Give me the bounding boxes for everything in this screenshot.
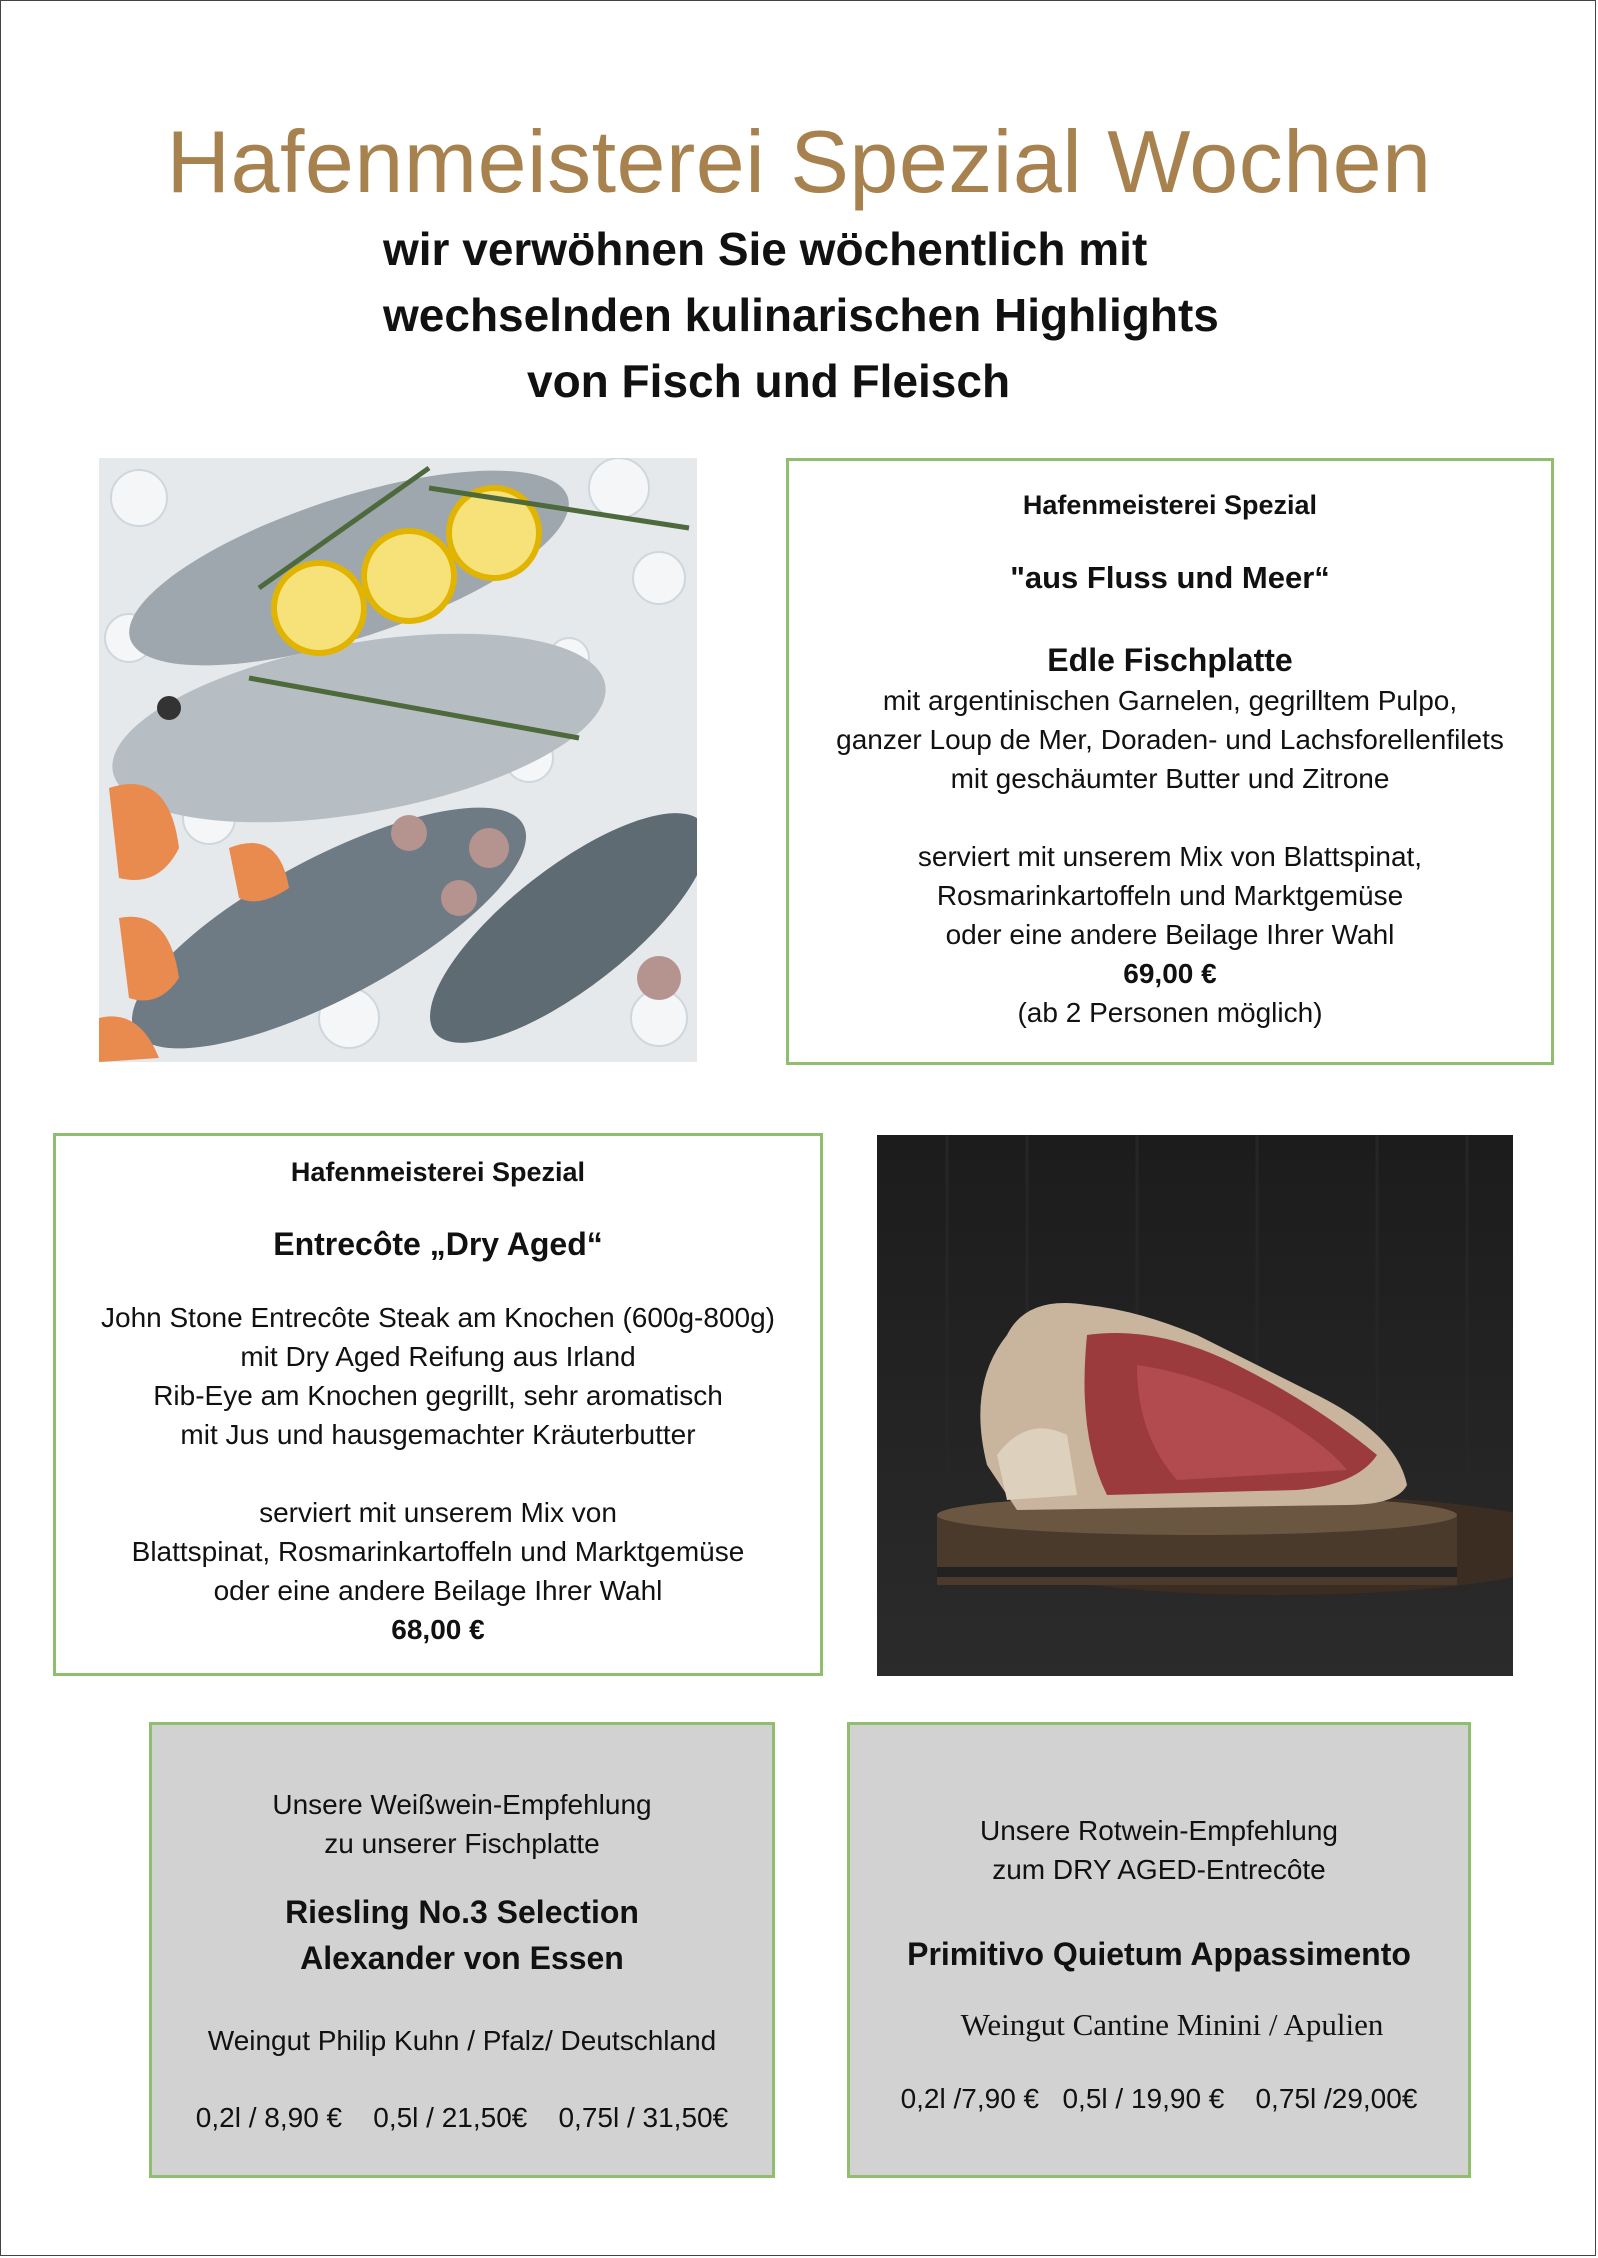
white-wine-intro-2: zu unserer Fischplatte — [324, 1828, 600, 1859]
subtitle-line-1: wir verwöhnen Sie wöchentlich mit — [383, 223, 1148, 275]
meat-special-desc-4: mit Jus und hausgemachter Kräuterbutter — [180, 1419, 696, 1450]
fish-special-dish-name: Edle Fischplatte — [1047, 642, 1293, 678]
meat-special-sides-2: Blattspinat, Rosmarinkartoffeln und Marktgemüse — [131, 1536, 745, 1567]
fish-special-price: 69,00 € — [1123, 958, 1217, 989]
fish-special-tagline: "aus Fluss und Meer“ — [1010, 560, 1330, 595]
white-wine-intro-1: Unsere Weißwein-Empfehlung — [272, 1789, 652, 1820]
red-wine-name: Primitivo Quietum Appassimento — [907, 1936, 1411, 1972]
subtitle-line-2: wechselnden kulinarischen Highlights — [383, 289, 1219, 341]
white-wine-box — [149, 1722, 775, 2178]
red-wine-box — [847, 1722, 1471, 2178]
white-wine-prices: 0,2l / 8,90 € 0,5l / 21,50€ 0,75l / 31,50€ — [195, 2102, 729, 2133]
subtitle-line-3: von Fisch und Fleisch — [527, 355, 1011, 407]
meat-special-sides-3: oder eine andere Beilage Ihrer Wahl — [213, 1575, 663, 1606]
white-wine-name-2: Alexander von Essen — [300, 1940, 624, 1976]
fish-special-desc-2: ganzer Loup de Mer, Doraden- und Lachsforellenfilets — [836, 724, 1504, 755]
page-title: Hafenmeisterei Spezial Wochen — [166, 112, 1432, 211]
fish-special-sides-3: oder eine andere Beilage Ihrer Wahl — [945, 919, 1395, 950]
red-wine-winery: Weingut Cantine Minini / Apulien — [960, 2007, 1384, 2042]
fish-special-label: Hafenmeisterei Spezial — [1022, 490, 1318, 520]
steak-photo — [877, 1135, 1513, 1676]
meat-special-dish-name: Entrecôte „Dry Aged“ — [273, 1226, 603, 1262]
fish-platter-photo — [99, 458, 697, 1062]
fish-special-sides-1: serviert mit unserem Mix von Blattspinat, — [917, 841, 1423, 872]
fish-special-desc-1: mit argentinischen Garnelen, gegrilltem Pulpo, — [882, 685, 1458, 716]
meat-special-price: 68,00 € — [391, 1614, 485, 1645]
meat-special-label: Hafenmeisterei Spezial — [290, 1157, 586, 1187]
meat-special-sides-1: serviert mit unserem Mix von — [259, 1497, 617, 1528]
red-wine-intro-2: zum DRY AGED-Entrecôte — [992, 1854, 1326, 1885]
meat-special-desc-3: Rib-Eye am Knochen gegrillt, sehr aromatisch — [153, 1380, 723, 1411]
meat-special-desc-2: mit Dry Aged Reifung aus Irland — [240, 1341, 636, 1372]
fish-special-sides-2: Rosmarinkartoffeln und Marktgemüse — [936, 880, 1404, 911]
white-wine-winery: Weingut Philip Kuhn / Pfalz/ Deutschland — [207, 2025, 717, 2056]
red-wine-intro-1: Unsere Rotwein-Empfehlung — [980, 1815, 1338, 1846]
red-wine-prices: 0,2l /7,90 € 0,5l / 19,90 € 0,75l /29,00€ — [900, 2083, 1418, 2114]
meat-special-desc-1: John Stone Entrecôte Steak am Knochen (600g-800g) — [101, 1302, 775, 1333]
fish-special-desc-3: mit geschäumter Butter und Zitrone — [950, 763, 1390, 794]
meat-special-box — [53, 1133, 823, 1676]
white-wine-name-1: Riesling No.3 Selection — [285, 1894, 639, 1930]
fish-special-box — [786, 458, 1554, 1065]
fish-special-note: (ab 2 Personen möglich) — [1017, 997, 1323, 1028]
